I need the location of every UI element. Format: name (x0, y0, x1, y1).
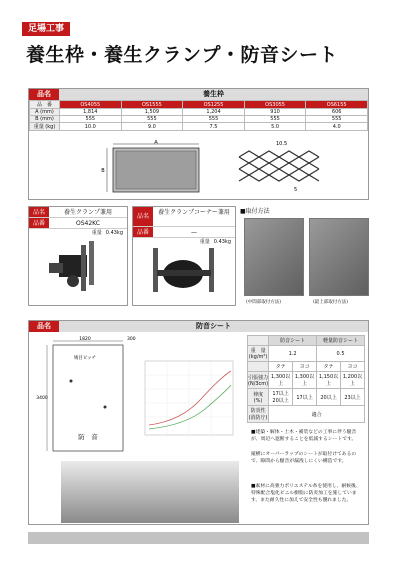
sheet-section (28, 320, 369, 525)
mesh-dim-2: 5 (294, 187, 298, 193)
sheet-dim-top: 1820 (79, 337, 91, 342)
spec-cell: 555 (306, 116, 368, 123)
prop-elong: 17以上 (293, 389, 317, 406)
spec-cell: 555 (121, 116, 183, 123)
sheet-bullet-3: ■素材に高強力ポリエステル糸を使用し、耐候後、特殊配合塩化ビニル樹脂に防炎加工を施しています。また耐久性に加えて安全性も優れました。 (251, 484, 361, 503)
spec-row-label: A (mm) (30, 109, 60, 116)
spec-row-label: B (mm) (30, 116, 60, 123)
corner-clamp-image (133, 246, 233, 302)
prop-elong2: 20以上 (272, 398, 289, 404)
sheet-chart (141, 359, 237, 439)
frame-drawing (99, 140, 209, 198)
spec-header: OS4055 (60, 101, 122, 109)
page-title: 養生枠・養生クランプ・防音シート (26, 44, 339, 66)
clamp-part-tag: 品番 (29, 218, 49, 228)
prop-tensile: 1,200以上 (341, 372, 365, 389)
prop-fire-unit: (消防庁) (248, 415, 268, 421)
spec-cell: 606 (306, 109, 368, 116)
prop-tensile: 1,300以上 (293, 372, 317, 389)
spec-cell: 10.0 (60, 123, 122, 131)
clamp-image (29, 237, 127, 303)
spec-header: 品 番 (30, 101, 60, 109)
corner-clamp-part: — (191, 229, 197, 236)
spec-header: OS1555 (121, 101, 183, 109)
corner-clamp-section (132, 206, 236, 306)
spec-cell: 1,509 (121, 109, 183, 116)
prop-elong-unit: (%) (253, 397, 263, 404)
mounting-photo-right (309, 218, 369, 296)
sheet-dim-right: 300 (127, 337, 136, 342)
mesh-drawing (234, 137, 324, 197)
spec-cell: 555 (60, 116, 122, 123)
prop-tensile: 1,300以上 (269, 372, 293, 389)
category-badge: 足場工事 (22, 22, 70, 36)
mounting-caption-right: (最上部取付方法) (313, 300, 349, 305)
prop-elong: 20以上 (317, 389, 341, 406)
spec-cell: 910 (244, 109, 306, 116)
prop-weight-label: 重 量 (250, 348, 266, 354)
spec-header: OS1255 (183, 101, 245, 109)
sheet-dim-side: 3400 (36, 396, 48, 401)
prop-tensile-label: 引張強力 (248, 374, 269, 381)
spec-header: OS3055 (244, 101, 306, 109)
footer-bar (28, 532, 369, 544)
sheet-grommet: 鳩目ピッチ (73, 356, 97, 361)
spec-cell: 4.0 (306, 123, 368, 131)
clamp-name: 養生クランプ兼用 (63, 209, 112, 216)
prop-dir: タテ (269, 362, 293, 372)
spec-cell: 9.0 (121, 123, 183, 131)
prop-col1: 防音シート (269, 336, 317, 346)
prop-dir: タテ (317, 362, 341, 372)
spec-cell: 1,204 (183, 109, 245, 116)
spec-cell: 7.5 (183, 123, 245, 131)
prop-weight1: 1.2 (269, 346, 317, 362)
sheet-bullet-1: ■建築・解体・土木・補装などの工事に伴う騒音が、周辺へ遮断することを低減するシートです。 (251, 430, 357, 442)
prop-fire-label: 防炎性 (250, 408, 266, 414)
spec-row-label: 重量 (kg) (30, 123, 60, 131)
corner-clamp-tag: 品名 (133, 207, 153, 226)
frame-section (28, 88, 369, 200)
spec-cell: 1,814 (60, 109, 122, 116)
mesh-dim-1: 10.5 (276, 141, 288, 147)
frame-tag: 品名 (29, 89, 59, 100)
corner-clamp-weight: 0.43kg (213, 239, 231, 245)
corner-clamp-weight-label: 重量 (199, 239, 210, 245)
sheet-tag: 品名 (29, 321, 59, 332)
clamp-weight: 0.43kg (105, 230, 123, 236)
prop-dir: ヨコ (341, 362, 365, 372)
prop-weight2: 0.5 (317, 346, 365, 362)
clamp-section (28, 206, 128, 306)
clamp-part: OS42KC (76, 220, 100, 227)
prop-fire: 適合 (269, 406, 365, 423)
sheet-bullet-2: 縦横にオーバーラップのシートが取付けてあるので、隙間から騒音が漏洩しにくい構造です。 (251, 452, 357, 464)
sheet-drawing (35, 335, 139, 459)
frame-name: 養生枠 (59, 89, 368, 100)
clamp-tag: 品名 (29, 207, 49, 217)
sheet-photo (61, 461, 239, 523)
prop-elong-label: 伸度 (253, 391, 264, 398)
sheet-property-table (247, 335, 365, 423)
sheet-name: 防音シート (59, 321, 368, 332)
prop-dir: ヨコ (293, 362, 317, 372)
prop-elong: 17以上 (272, 391, 289, 397)
prop-col2: 軽量防音シート (317, 336, 365, 346)
prop-elong: 23以上 (341, 389, 365, 406)
dim-a: A (154, 140, 158, 146)
corner-clamp-name: 養生クランプコーナー兼用 (158, 209, 230, 216)
prop-tensile-unit: (N/3cm) (248, 380, 269, 387)
mounting-label: ■取付方法 (240, 208, 270, 215)
spec-cell: 555 (183, 116, 245, 123)
spec-header: OS6155 (306, 101, 368, 109)
mounting-photo-left (244, 218, 304, 296)
prop-tensile: 1,150以上 (317, 372, 341, 389)
prop-weight-unit: (kg/m²) (248, 354, 268, 360)
spec-cell: 555 (244, 116, 306, 123)
spec-cell: 5.0 (244, 123, 306, 131)
mounting-caption-left: (中間部取付方法) (246, 300, 282, 305)
frame-spec-table (29, 100, 368, 131)
sheet-label: 防 音 (78, 433, 98, 441)
corner-clamp-part-tag: 品番 (133, 227, 153, 237)
dim-b: B (101, 168, 105, 174)
clamp-weight-label: 重量 (91, 230, 102, 236)
